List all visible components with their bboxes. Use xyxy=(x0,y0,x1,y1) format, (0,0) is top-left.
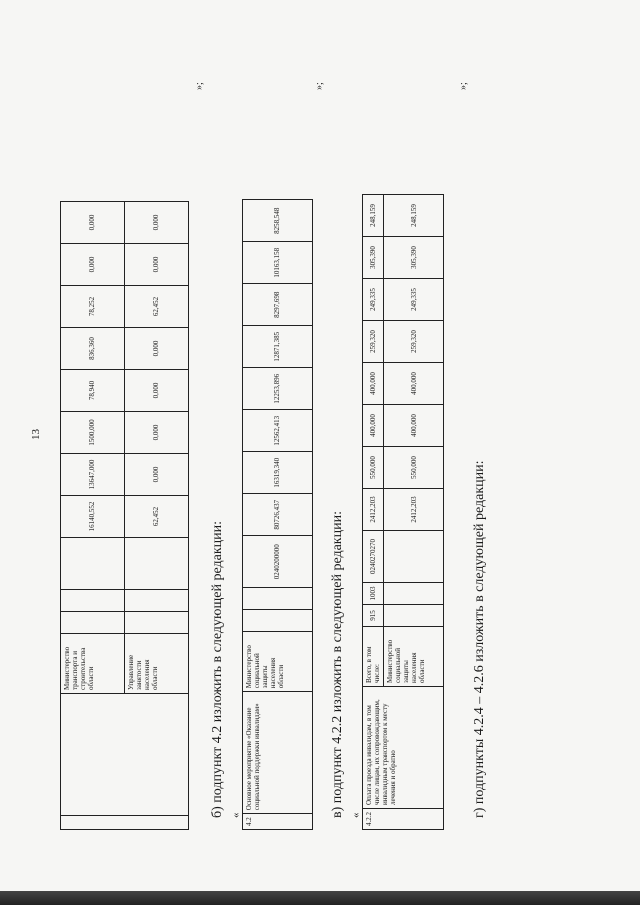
closing-quote: »; xyxy=(458,82,469,90)
budget-code: 0240270270 xyxy=(363,531,384,583)
section-heading-b: б) подпункт 4.2 изложить в следующей редакции: xyxy=(210,521,225,818)
table-row: Управление занятости населения области 62,452 0,000 0,000 0,000 0,000 62,452 0,000 0,000 xyxy=(125,202,189,830)
activity-name: Основное мероприятие «Оказание социальной поддержки инвалидам» xyxy=(243,692,313,814)
budget-code: 0240200000 xyxy=(243,536,313,588)
row-number: 4.2 xyxy=(243,814,313,830)
rzpr-code: 1003 xyxy=(363,583,384,605)
section-heading-d: г) подпункты 4.2.4 – 4.2.6 изложить в следующей редакции: xyxy=(472,460,487,818)
executor-cell: Министерство социальной защиты населения области xyxy=(384,627,444,687)
subpoint-4-2-2-table xyxy=(362,194,444,830)
table-row: 4.2 Основное мероприятие «Оказание социальной поддержки инвалидам» Министерство социальной защиты населения области 0240200000 80726,437 16319,340 12562,413 12253,896 12871,385 8297,698 10163,158 8258,548 xyxy=(243,200,313,830)
page-number: 13 xyxy=(30,429,42,440)
row-number: 4.2.2 xyxy=(363,809,444,830)
scan-edge xyxy=(0,891,640,905)
table-row: 4.2.2 Оплата проезда инвалидам, в том числе лицам, их сопровождающим, инвалидным транспортом к месту лечения и обратно Всего, в том числе: 915 1003 0240270270 2412,203 550,000 400,000 400,000 259,320 249,335 305,390 248,159 xyxy=(363,195,384,830)
executor-cell: Управление занятости населения области xyxy=(125,634,189,694)
subpoint-4-2-table xyxy=(242,199,313,830)
rotated-content xyxy=(60,70,600,830)
grbs-code: 915 xyxy=(363,605,384,627)
continuation-table xyxy=(60,201,189,830)
opening-quote: « xyxy=(230,812,242,818)
section-heading-c: в) подпункт 4.2.2 изложить в следующей редакции: xyxy=(330,511,345,818)
closing-quote: »; xyxy=(194,82,205,90)
table-row: Министерство социальной защиты населения области 2412,203 550,000 400,000 400,000 259,320 249,335 305,390 248,159 xyxy=(384,195,444,830)
executor-cell: Министерство транспорта и строительства области xyxy=(61,634,125,694)
table-row: Министерство транспорта и строительства области 16140,552 13647,000 1500,000 78,940 836,360 78,252 0,000 0,000 xyxy=(61,202,125,830)
activity-name: Оплата проезда инвалидам, в том числе лицам, их сопровождающим, инвалидным транспортом к месту лечения и обратно xyxy=(363,687,444,809)
total-label: Всего, в том числе: xyxy=(363,627,384,687)
closing-quote: »; xyxy=(314,82,325,90)
executor-cell: Министерство социальной защиты населения области xyxy=(243,632,313,692)
opening-quote: « xyxy=(350,812,362,818)
